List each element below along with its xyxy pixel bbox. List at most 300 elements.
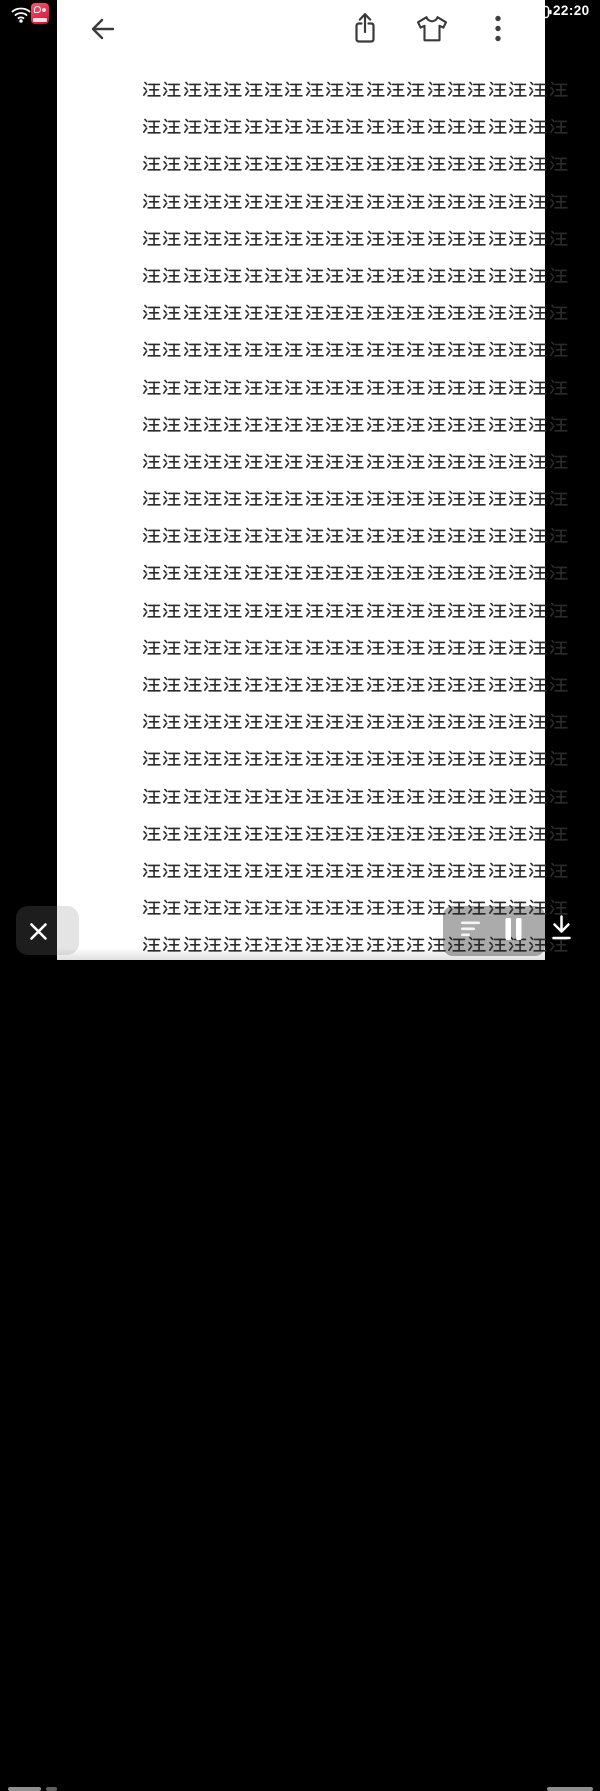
wang-character-glyph [345,638,364,657]
bottom-fade-overlay [57,948,545,960]
wang-character-glyph [406,378,425,397]
wang-character-glyph [508,638,527,657]
wang-character-glyph [264,824,283,843]
wang-character-glyph [508,712,527,731]
wang-character-glyph [345,749,364,768]
wang-character-glyph [162,303,181,322]
character-row [142,563,570,600]
wang-character-glyph [203,266,222,285]
wang-character-glyph [345,340,364,359]
wang-character-glyph [345,452,364,471]
wang-character-glyph [223,489,242,508]
wang-character-glyph [488,749,507,768]
wang-character-glyph [366,340,385,359]
wang-character-glyph [203,452,222,471]
wang-character-glyph [142,154,161,173]
wang-character-glyph [244,378,263,397]
wang-character-glyph [447,638,466,657]
wang-character-glyph [264,266,283,285]
wang-character-glyph [264,340,283,359]
wang-character-glyph [244,824,263,843]
wang-character-glyph [528,266,547,285]
wang-character-glyph [427,80,446,99]
wang-character-glyph [305,861,324,880]
wang-character-glyph [366,526,385,545]
wang-character-glyph [386,378,405,397]
character-row [142,229,570,266]
wang-character-glyph [345,861,364,880]
wang-character-glyph [366,675,385,694]
wang-character-glyph [183,526,202,545]
wang-character-glyph [223,80,242,99]
wang-character-glyph [528,563,547,582]
wang-character-glyph [183,861,202,880]
wang-character-glyph [325,489,344,508]
wang-character-glyph [549,229,568,248]
wang-character-glyph [183,712,202,731]
wang-character-glyph [366,303,385,322]
badge-logo-bar [33,18,47,22]
wang-character-glyph [183,303,202,322]
wang-character-glyph [345,824,364,843]
progress-segment-played [8,1787,41,1791]
progress-segment-handle [46,1787,57,1791]
wifi-icon [10,4,32,24]
character-row [142,80,570,117]
wang-character-glyph [244,266,263,285]
wang-character-glyph [183,824,202,843]
wang-character-glyph [528,154,547,173]
wang-character-glyph [488,787,507,806]
wang-character-glyph [528,415,547,434]
wang-character-glyph [528,80,547,99]
wang-character-glyph [223,749,242,768]
wang-character-glyph [325,787,344,806]
wang-character-glyph [427,675,446,694]
tshirt-button[interactable] [414,13,450,45]
wang-character-glyph [162,638,181,657]
wang-character-glyph [427,303,446,322]
wang-character-glyph [406,601,425,620]
wang-character-glyph [508,117,527,136]
wang-character-glyph [366,452,385,471]
wang-character-glyph [203,303,222,322]
character-row [142,192,570,229]
wang-character-glyph [244,452,263,471]
wang-character-glyph [325,340,344,359]
wang-character-glyph [305,80,324,99]
wang-character-glyph [325,154,344,173]
wang-character-glyph [447,749,466,768]
wang-character-glyph [305,340,324,359]
wang-character-glyph [406,712,425,731]
wang-character-glyph [203,675,222,694]
wang-character-glyph [264,861,283,880]
wang-character-glyph [528,489,547,508]
wang-character-glyph [325,675,344,694]
wang-character-glyph [386,303,405,322]
wang-character-glyph [305,229,324,248]
wang-character-glyph [162,192,181,211]
character-row [142,266,570,303]
wang-character-glyph [528,303,547,322]
wang-character-glyph [406,266,425,285]
wang-character-glyph [264,489,283,508]
wang-character-glyph [508,378,527,397]
wang-character-glyph [284,824,303,843]
wang-character-glyph [549,824,568,843]
wang-character-glyph [427,340,446,359]
wang-character-glyph [325,824,344,843]
wang-character-glyph [467,861,486,880]
wang-character-glyph [488,229,507,248]
wang-character-glyph [284,489,303,508]
wang-character-glyph [325,266,344,285]
wang-character-glyph [447,378,466,397]
wang-character-glyph [488,526,507,545]
wang-character-glyph [386,117,405,136]
wang-character-glyph [528,452,547,471]
wang-character-glyph [447,80,466,99]
wang-character-glyph [223,229,242,248]
wang-character-glyph [244,489,263,508]
wang-character-glyph [203,861,222,880]
wang-character-glyph [488,601,507,620]
wang-character-glyph [305,712,324,731]
wang-character-glyph [528,749,547,768]
wang-character-glyph [203,526,222,545]
wang-character-glyph [549,526,568,545]
wang-character-glyph [203,154,222,173]
wang-character-glyph [528,192,547,211]
wang-character-glyph [406,117,425,136]
wang-character-glyph [284,526,303,545]
wang-character-glyph [264,303,283,322]
wang-character-glyph [508,340,527,359]
wang-character-glyph [345,526,364,545]
wang-character-glyph [305,452,324,471]
wang-character-glyph [305,117,324,136]
wang-character-glyph [406,229,425,248]
wang-character-glyph [549,601,568,620]
wang-character-glyph [366,266,385,285]
wang-character-glyph [447,266,466,285]
wang-character-glyph [366,229,385,248]
wang-character-glyph [366,861,385,880]
wang-character-glyph [162,526,181,545]
wang-character-glyph [162,675,181,694]
wang-character-glyph [488,563,507,582]
wang-character-glyph [406,563,425,582]
wang-character-glyph [345,563,364,582]
wang-character-glyph [345,675,364,694]
wang-character-glyph [325,229,344,248]
wang-character-glyph [223,303,242,322]
wang-character-glyph [427,749,446,768]
wang-character-glyph [223,378,242,397]
wang-character-glyph [142,303,161,322]
wang-character-glyph [488,117,507,136]
download-button[interactable] [549,913,574,949]
wang-character-glyph [284,452,303,471]
wang-character-glyph [386,452,405,471]
wang-character-glyph [345,712,364,731]
wang-character-glyph [386,340,405,359]
wang-character-glyph [549,563,568,582]
wang-character-glyph [203,340,222,359]
wang-character-glyph [264,675,283,694]
character-row [142,154,570,191]
character-row [142,452,570,489]
wang-character-glyph [508,787,527,806]
wang-character-glyph [264,563,283,582]
wang-character-glyph [447,415,466,434]
wang-character-glyph [366,787,385,806]
wang-character-glyph [142,489,161,508]
wang-character-glyph [264,526,283,545]
wang-character-glyph [325,749,344,768]
wang-character-glyph [183,601,202,620]
wang-character-glyph [488,638,507,657]
wang-character-glyph [284,154,303,173]
wang-character-glyph [467,229,486,248]
wang-character-glyph [488,192,507,211]
wang-character-glyph [447,601,466,620]
wang-character-glyph [223,787,242,806]
wang-character-glyph [325,861,344,880]
wang-character-glyph [264,229,283,248]
wang-character-glyph [427,824,446,843]
wang-character-glyph [305,489,324,508]
wang-character-glyph [162,80,181,99]
video-progress-bar[interactable] [0,892,600,902]
wang-character-glyph [284,861,303,880]
wang-character-glyph [203,192,222,211]
character-row [142,117,570,154]
wang-character-glyph [447,824,466,843]
wang-character-glyph [183,489,202,508]
wang-character-glyph [325,303,344,322]
wang-character-glyph [467,80,486,99]
wang-character-glyph [549,117,568,136]
wang-character-glyph [162,563,181,582]
wang-character-glyph [223,154,242,173]
wang-character-glyph [549,675,568,694]
wang-character-glyph [508,824,527,843]
wang-character-glyph [488,154,507,173]
wang-character-glyph [508,452,527,471]
wang-character-glyph [142,638,161,657]
wang-character-glyph [305,563,324,582]
wang-character-glyph [325,712,344,731]
wang-character-glyph [386,601,405,620]
wang-character-glyph [508,154,527,173]
wang-character-glyph [427,415,446,434]
wang-character-glyph [264,712,283,731]
wang-character-glyph [366,712,385,731]
wang-character-glyph [467,192,486,211]
wang-character-glyph [264,415,283,434]
wang-character-glyph [427,526,446,545]
wang-character-glyph [447,712,466,731]
wang-character-glyph [244,229,263,248]
wang-character-glyph [284,340,303,359]
wang-character-glyph [406,526,425,545]
wang-character-glyph [244,712,263,731]
wang-character-glyph [528,117,547,136]
wang-character-glyph [345,266,364,285]
wang-character-glyph [223,861,242,880]
wang-character-glyph [325,378,344,397]
wang-character-glyph [467,117,486,136]
wang-character-glyph [203,601,222,620]
wang-character-glyph [549,266,568,285]
wang-character-glyph [406,452,425,471]
wang-character-glyph [508,563,527,582]
wang-character-glyph [427,266,446,285]
wang-character-glyph [284,563,303,582]
wang-character-glyph [549,154,568,173]
wang-character-glyph [508,229,527,248]
wang-character-glyph [406,861,425,880]
wang-character-glyph [183,378,202,397]
wang-character-glyph [366,489,385,508]
image-viewer-page [57,0,545,960]
wang-character-glyph [284,787,303,806]
wang-character-glyph [305,154,324,173]
wang-character-glyph [508,526,527,545]
wang-character-glyph [488,340,507,359]
wang-character-glyph [162,861,181,880]
wang-character-glyph [549,712,568,731]
wang-character-glyph [244,861,263,880]
wang-character-glyph [162,415,181,434]
wang-character-glyph [142,712,161,731]
wang-character-glyph [488,80,507,99]
wang-character-glyph [183,452,202,471]
pause-button[interactable] [502,914,526,944]
wang-character-glyph [427,638,446,657]
wang-character-glyph [264,749,283,768]
wang-character-glyph [345,601,364,620]
wang-character-glyph [528,229,547,248]
wang-character-glyph [467,749,486,768]
wang-character-glyph [162,340,181,359]
list-lines-button[interactable] [459,916,487,944]
wang-character-glyph [447,675,466,694]
wang-character-glyph [366,563,385,582]
wang-character-glyph [447,787,466,806]
wang-character-glyph [203,712,222,731]
wang-character-glyph [447,489,466,508]
wang-character-glyph [264,787,283,806]
wang-character-glyph [142,675,161,694]
wang-character-glyph [549,303,568,322]
wang-character-glyph [467,675,486,694]
wang-character-glyph [305,378,324,397]
wang-character-glyph [325,80,344,99]
wang-character-glyph [325,638,344,657]
wang-character-glyph [203,378,222,397]
wang-character-glyph [325,452,344,471]
back-button[interactable] [87,14,117,44]
wang-character-glyph [284,229,303,248]
character-row [142,489,570,526]
wang-character-glyph [244,154,263,173]
wang-character-glyph [162,749,181,768]
wang-character-glyph [427,229,446,248]
clock-time: 22:20 [553,3,590,18]
wang-character-glyph [284,712,303,731]
wang-character-glyph [244,526,263,545]
close-button[interactable] [28,921,49,942]
wang-character-glyph [162,117,181,136]
wang-character-glyph [264,154,283,173]
wang-character-glyph [284,80,303,99]
wang-character-glyph [508,266,527,285]
wang-character-glyph [549,787,568,806]
wang-character-glyph [162,489,181,508]
wang-character-glyph [345,787,364,806]
wang-character-glyph [264,452,283,471]
wang-character-glyph [406,638,425,657]
wang-character-glyph [366,824,385,843]
wang-character-glyph [183,787,202,806]
wang-character-glyph [528,526,547,545]
wang-character-glyph [284,117,303,136]
wang-character-glyph [447,861,466,880]
wang-character-glyph [223,601,242,620]
wang-character-glyph [488,489,507,508]
wang-character-glyph [427,787,446,806]
wang-character-glyph [528,712,547,731]
wang-character-glyph [203,415,222,434]
wang-character-glyph [549,378,568,397]
wang-character-glyph [305,638,324,657]
wang-character-glyph [427,601,446,620]
wang-character-glyph [528,638,547,657]
wang-character-glyph [142,861,161,880]
wang-character-glyph [264,638,283,657]
more-menu-button[interactable] [492,14,504,44]
wang-character-glyph [183,749,202,768]
wang-character-glyph [549,192,568,211]
wang-character-glyph [142,601,161,620]
character-row [142,526,570,563]
wang-character-glyph [508,192,527,211]
character-row [142,415,570,452]
wang-character-glyph [508,675,527,694]
wang-character-glyph [447,303,466,322]
character-row [142,303,570,340]
wang-character-glyph [203,749,222,768]
wang-character-glyph [528,787,547,806]
wang-character-glyph [183,675,202,694]
wang-character-glyph [223,340,242,359]
wang-character-glyph [142,415,161,434]
wang-character-glyph [325,526,344,545]
wang-character-glyph [467,489,486,508]
wang-character-glyph [183,340,202,359]
wang-character-glyph [508,415,527,434]
wang-character-glyph [386,787,405,806]
wang-character-glyph [284,638,303,657]
wang-character-glyph [427,154,446,173]
wang-character-glyph [508,303,527,322]
wang-character-glyph [488,861,507,880]
wang-character-glyph [406,340,425,359]
share-button[interactable] [349,11,381,45]
